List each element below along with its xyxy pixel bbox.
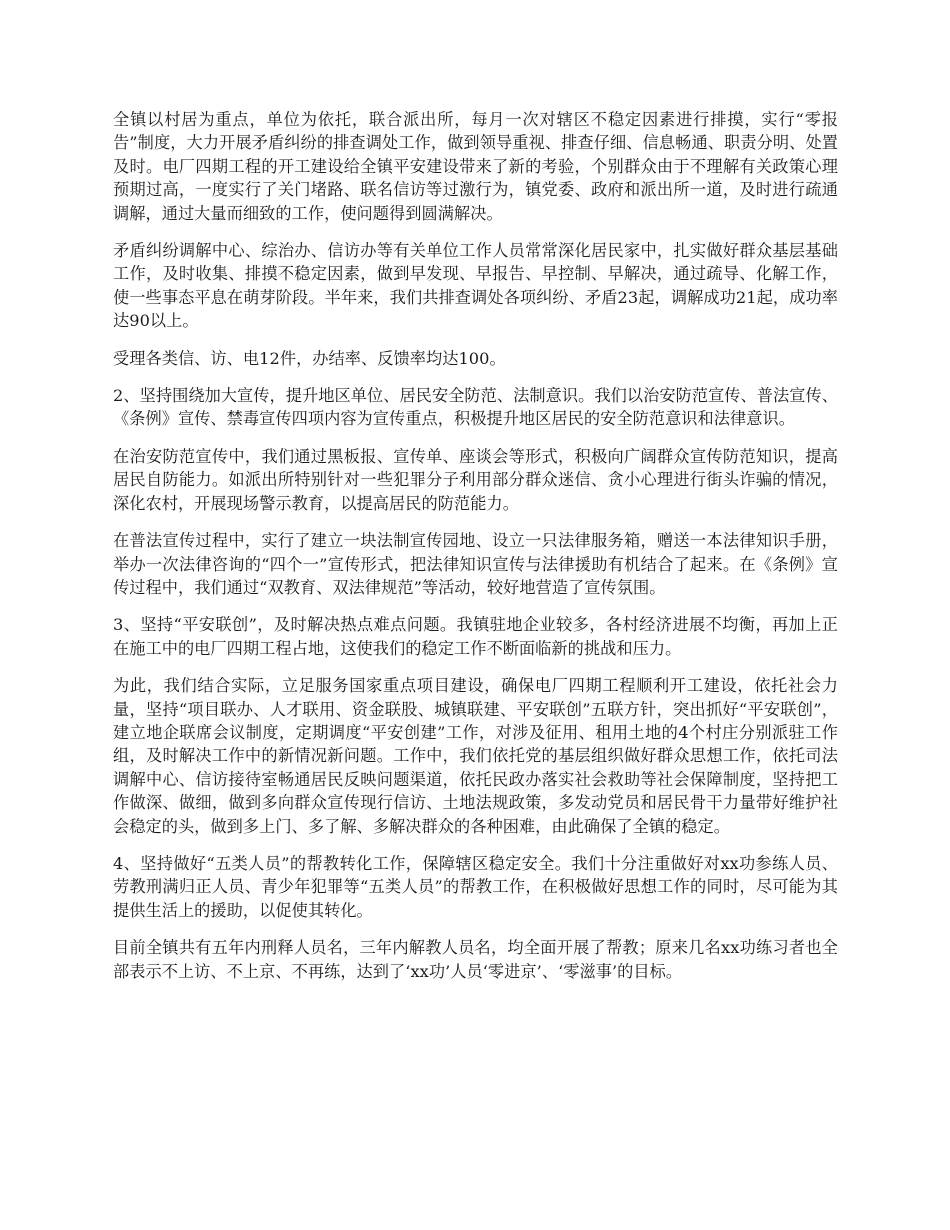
paragraph-2: 矛盾纠纷调解中心、综治办、信访办等有关单位工作人员常常深化居民家中，扎实做好群众基层基础工作，及时收集、排摸不稳定因素，做到早发现、早报告、早控制、早解决，通过疏导、化解工作，使一些事态平息在萌芽阶段。半年来，我们共排查调处各项纠纷、矛盾23起，调解成功21起，成功率达90以上。 [113,241,838,331]
paragraph-8: 为此，我们结合实际，立足服务国家重点项目建设，确保电厂四期工程顺利开工建设，依托社会力量，坚持“项目联办、人才联用、资金联股、城镇联建、平安联创”五联方针，突出抓好“平安联创”，建立地企联席会议制度，定期调度“平安创建”工作，对涉及征用、租用土地的4个村庄分别派驻工作组，及时解决工作中的新情况新问题。工作中，我们依托党的基层组织做好群众思想工作，依托司法调解中心、信访接待室畅通居民反映问题渠道，依托民政办落实社会救助等社会保障制度，坚持把工作做深、做细，做到多向群众宣传现行信访、土地法规政策，多发动党员和居民骨干力量带好维护社会稳定的头，做到多上门、多了解、多解决群众的各种困难，由此确保了全镇的稳定。 [113,676,838,836]
paragraph-10: 目前全镇共有五年内刑释人员名，三年内解教人员名，均全面开展了帮教；原来几名xx功练习者也全部表示不上访、不上京、不再练，达到了‘xx功’人员‘零进京’、‘零滋事’的目标。 [113,938,838,981]
paragraph-6: 在普法宣传过程中，实行了建立一块法制宣传园地、设立一只法律服务箱，赠送一本法律知识手册，举办一次法律咨询的“四个一”宣传形式，把法律知识宣传与法律援助有机结合了起来。在《条例》宣传过程中，我们通过“双教育、双法律规范”等活动，较好地营造了宣传氛围。 [113,531,838,597]
paragraph-5: 在治安防范宣传中，我们通过黑板报、宣传单、座谈会等形式，积极向广阔群众宣传防范知识，提高居民自防能力。如派出所特别针对一些犯罪分子利用部分群众迷信、贪小心理进行街头诈骗的情况，深化农村，开展现场警示教育，以提高居民的防范能力。 [113,446,838,513]
paragraph-4: 2、坚持围绕加大宣传，提升地区单位、居民安全防范、法制意识。我们以治安防范宣传、普法宣传、《条例》宣传、禁毒宣传四项内容为宣传重点，积极提升地区居民的安全防范意识和法律意识。 [113,386,838,429]
paragraph-7: 3、坚持“平安联创”，及时解决热点难点问题。我镇驻地企业较多，各村经济进展不均衡，再加上正在施工中的电厂四期工程占地，这使我们的稳定工作不断面临新的挑战和压力。 [113,615,838,658]
paragraph-3: 受理各类信、访、电12件，办结率、反馈率均达100。 [113,348,506,368]
paragraph-1: 全镇以村居为重点，单位为依托，联合派出所，每月一次对辖区不稳定因素进行排摸，实行“零报告”制度，大力开展矛盾纠纷的排查调处工作，做到领导重视、排查仔细、信息畅通、职责分明、处置及时。电厂四期工程的开工建设给全镇平安建设带来了新的考验，个别群众由于不理解有关政策心理预期过高，一度实行了关门堵路、联名信访等过激行为，镇党委、政府和派出所一道，及时进行疏通调解，通过大量而细致的工作，使问题得到圆满解决。 [113,110,838,223]
paragraph-9: 4、坚持做好“五类人员”的帮教转化工作，保障辖区稳定安全。我们十分注重做好对xx功参练人员、劳教刑满归正人员、青少年犯罪等“五类人员”的帮教工作，在积极做好思想工作的同时，尽可能为其提供生活上的援助，以促使其转化。 [113,853,838,920]
